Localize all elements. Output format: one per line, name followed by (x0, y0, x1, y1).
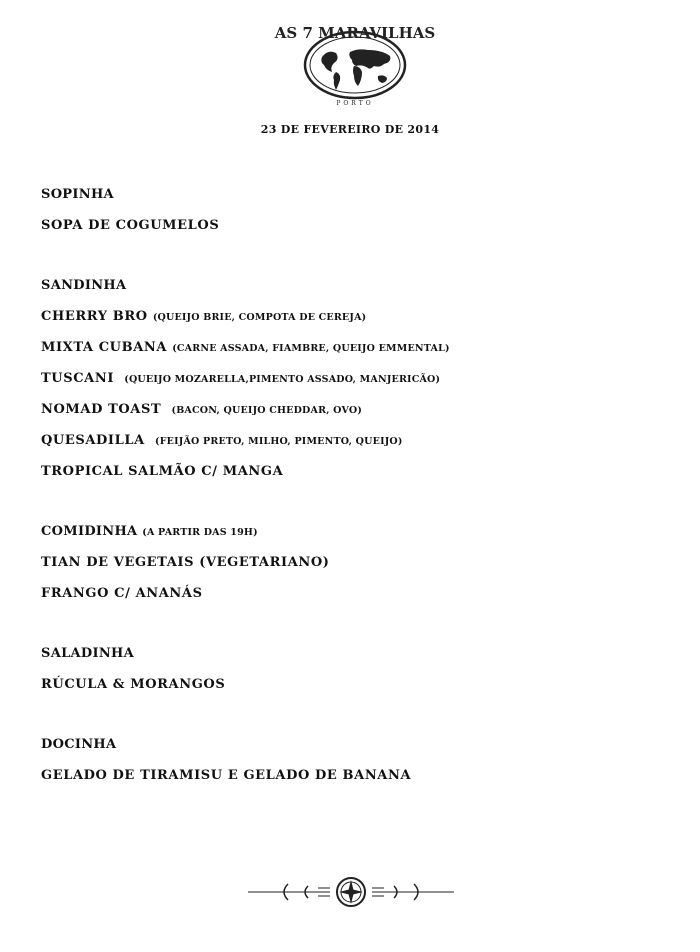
item-name: TIAN DE VEGETAIS (VEGETARIANO) (41, 555, 330, 570)
item-note: (BACON, QUEIJO CHEDDAR, OVO) (171, 405, 363, 416)
menu-section-saladinha (41, 643, 450, 705)
menu-section-docinha (41, 734, 450, 796)
item-note: (CARNE ASSADA, FIAMBRE, QUEIJO EMMENTAL) (172, 343, 450, 354)
item-note: (QUEIJO MOZARELLA,PIMENTO ASSADO, MANJERICÃO) (124, 374, 441, 385)
section-title-text: COMIDINHA (41, 524, 138, 539)
menu-item (41, 461, 450, 492)
menu-item (41, 765, 450, 796)
compass-rose-ornament-icon (248, 876, 454, 908)
logo-title: AS 7 MARAVILHAS (274, 24, 436, 42)
item-name: CHERRY BRO (41, 309, 148, 324)
section-title-text: DOCINHA (41, 737, 117, 752)
menu-item (41, 399, 450, 430)
section-title (41, 734, 450, 765)
item-name: TUSCANI (41, 371, 114, 386)
item-note: (QUEIJO BRIE, COMPOTA DE CEREJA) (152, 312, 367, 323)
section-note: (A PARTIR DAS 19H) (142, 527, 258, 538)
section-title-text: SANDINHA (41, 278, 127, 293)
item-name: TROPICAL SALMÃO C/ MANGA (41, 464, 284, 479)
menu-item (41, 583, 450, 614)
section-title (41, 275, 450, 306)
section-title (41, 521, 450, 552)
menu-item (41, 337, 450, 368)
menu-date: 23 DE FEVEREIRO DE 2014 (260, 123, 440, 136)
menu-item (41, 552, 450, 583)
section-title-text: SALADINHA (41, 646, 135, 661)
menu-item (41, 674, 450, 705)
item-name: SOPA DE COGUMELOS (41, 218, 220, 233)
menu-section-sopinha (41, 184, 450, 246)
item-name: QUESADILLA (41, 433, 145, 448)
section-title-text: SOPINHA (41, 187, 114, 202)
section-title (41, 643, 450, 674)
logo (274, 2, 436, 110)
item-name: GELADO DE TIRAMISU E GELADO DE BANANA (41, 768, 412, 783)
item-name: MIXTA CUBANA (41, 340, 168, 355)
logo-city: PORTO (336, 100, 374, 107)
item-name: FRANGO C/ ANANÁS (41, 586, 203, 601)
menu-item (41, 430, 450, 461)
menu-item (41, 215, 450, 246)
menu-item (41, 306, 450, 337)
item-name: RÚCULA & MORANGOS (41, 677, 226, 692)
menu (41, 184, 450, 825)
section-title (41, 184, 450, 215)
menu-section-comidinha (41, 521, 450, 614)
menu-section-sandinha (41, 275, 450, 492)
item-name: NOMAD TOAST (41, 402, 162, 417)
item-note: (FEIJÃO PRETO, MILHO, PIMENTO, QUEIJO) (155, 436, 403, 447)
menu-item (41, 368, 450, 399)
